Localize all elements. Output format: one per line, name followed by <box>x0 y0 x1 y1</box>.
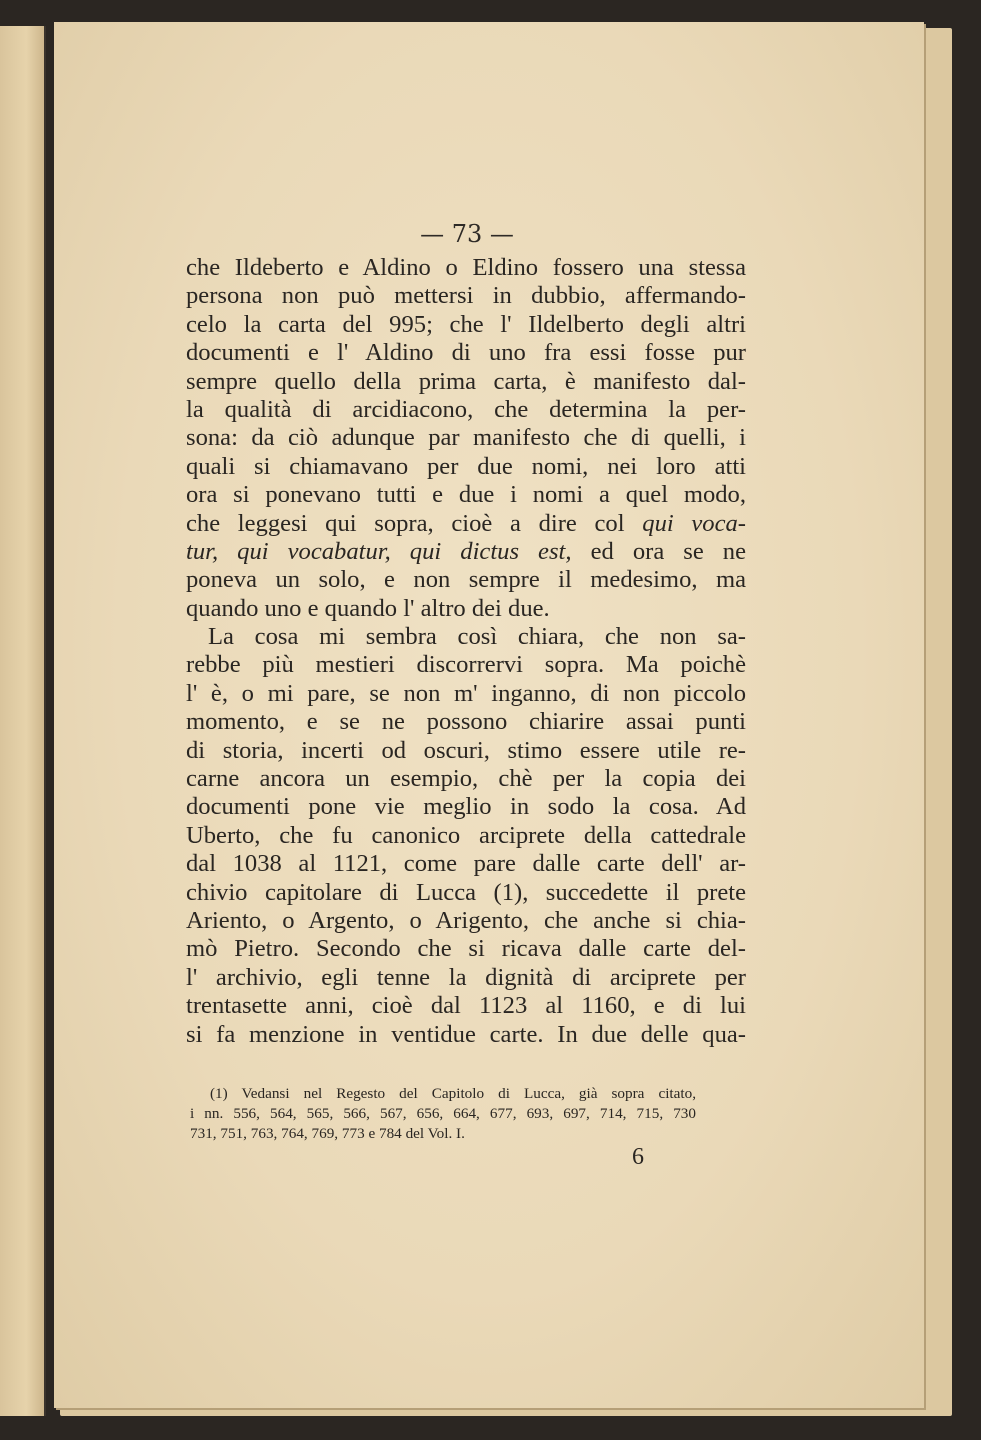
text-line: momento, e se ne possono chiarire assai punti <box>186 708 746 736</box>
text-line: persona non può mettersi in dubbio, affermando- <box>186 282 746 310</box>
text-line: documenti e l' Aldino di uno fra essi fosse pur <box>186 339 746 367</box>
text-line: carne ancora un esempio, chè per la copia dei <box>186 765 746 793</box>
book-page <box>54 22 924 1408</box>
italic-quote: tur, qui vocabatur, qui dictus est, <box>186 537 572 565</box>
footnote-line: 731, 751, 763, 764, 769, 773 e 784 del Vol. I. <box>190 1125 465 1142</box>
text-line: tur, qui vocabatur, qui dictus est, ed ora se ne <box>186 537 747 565</box>
footnote <box>190 1084 696 1144</box>
text-line: sona: da ciò adunque par manifesto che di quelli, i <box>186 424 746 452</box>
footnote-line: i nn. 556, 564, 565, 566, 567, 656, 664, 677, 693, 697, 714, 715, 730 <box>190 1105 696 1122</box>
text-line: mò Pietro. Secondo che si ricava dalle carte del- <box>186 935 746 963</box>
text-line: di storia, incerti od oscuri, stimo essere utile re- <box>186 736 746 764</box>
italic-quote: qui voca- <box>642 509 746 537</box>
text-line: rebbe più mestieri discorrervi sopra. Ma poichè <box>186 651 746 679</box>
text-line: documenti pone vie meglio in sodo la cosa. Ad <box>186 793 746 821</box>
text-line: celo la carta del 995; che l' Ildelberto degli altri <box>186 310 746 338</box>
main-text <box>186 254 746 1049</box>
text-line: chivio capitolare di Lucca (1), succedette il prete <box>186 878 746 906</box>
text-line: quando uno e quando l' altro dei due. <box>186 594 550 622</box>
text-line: la qualità di arcidiacono, che determina la per- <box>186 395 746 423</box>
text-line: l' archivio, egli tenne la dignità di arciprete per <box>186 963 746 991</box>
text-line: che Ildeberto e Aldino o Eldino fossero una stessa <box>186 254 746 281</box>
text-line: poneva un solo, e non sempre il medesimo, ma <box>186 566 746 594</box>
text-line: trentasette anni, cioè dal 1123 al 1160, e di lui <box>186 992 746 1020</box>
text-line: che leggesi qui sopra, cioè a dire col qui voca- <box>186 509 746 537</box>
text-line: quali si chiamavano per due nomi, nei loro atti <box>186 452 746 480</box>
text-line: dal 1038 al 1121, come pare dalle carte dell' ar- <box>186 850 746 878</box>
text-line: l' è, o mi pare, se non m' inganno, di non piccolo <box>186 679 746 707</box>
page-number: — 73 — <box>420 220 514 248</box>
text-line: La cosa mi sembra così chiara, che non sa- <box>208 623 746 651</box>
text-line: Uberto, che fu canonico arciprete della cattedrale <box>186 821 746 849</box>
text-line: Ariento, o Argento, o Arigento, che anche si chia- <box>186 906 746 934</box>
footnote-line: (1) Vedansi nel Regesto del Capitolo di Lucca, già sopra citato, <box>210 1085 696 1102</box>
text-line: si fa menzione in ventidue carte. In due delle qua- <box>186 1020 746 1048</box>
text-line: ora si ponevano tutti e due i nomi a quel modo, <box>186 481 746 509</box>
text-line: sempre quello della prima carta, è manifesto dal- <box>186 367 746 395</box>
signature-mark: 6 <box>632 1144 644 1170</box>
